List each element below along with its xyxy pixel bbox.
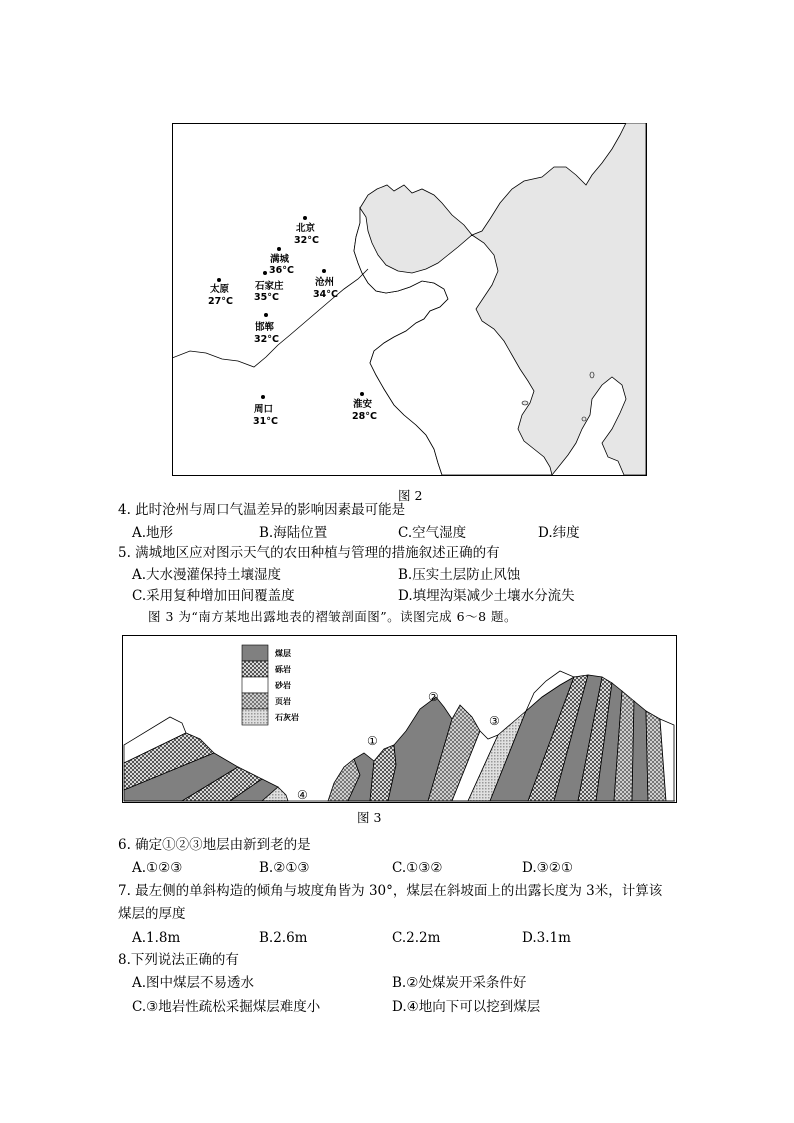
question-6-option-a: A.①②③ — [132, 860, 183, 876]
question-7-option-c: C.2.2m — [392, 930, 441, 946]
city-temp: 32°C — [294, 235, 319, 246]
question-8-option-a: A.图中煤层不易透水 — [132, 975, 255, 991]
question-5-option-c: C.采用复种增加田间覆盖度 — [132, 588, 295, 604]
city-name: 石家庄 — [255, 281, 284, 292]
legend-label: 石灰岩 — [275, 713, 299, 722]
legend-swatch-conglomerate — [242, 661, 268, 677]
figure3-intro: 图 3 为“南方某地出露地表的褶皱剖面图”。读图完成 6～8 题。 — [148, 609, 518, 624]
question-8-option-c: C.③地岩性疏松采掘煤层难度小 — [132, 999, 321, 1015]
legend-swatch-sandstone — [242, 677, 268, 693]
city-temp: 35°C — [254, 292, 279, 303]
legend-label: 砂岩 — [275, 681, 291, 690]
question-4-option-b: B.海陆位置 — [259, 525, 328, 541]
city-name: 北京 — [296, 223, 316, 234]
question-6-option-b: B.②①③ — [259, 860, 310, 876]
question-8-option-d: D.④地向下可以挖到煤层 — [392, 999, 541, 1015]
question-6-stem: 6. 确定①②③地层由新到老的是 — [118, 837, 311, 853]
legend-swatch-shale — [242, 693, 268, 709]
city-temp: 28°C — [352, 411, 377, 422]
legend-label: 砾岩 — [275, 665, 291, 674]
figure3-caption: 图 3 — [357, 810, 382, 825]
question-6-option-d: D.③②① — [522, 860, 573, 876]
city-name: 沧州 — [315, 277, 335, 288]
figure2-caption: 图 2 — [398, 488, 423, 503]
question-7-option-a: A.1.8m — [132, 930, 181, 946]
city-temp: 34°C — [313, 289, 338, 300]
marker-3: ③ — [489, 714, 500, 728]
question-5-option-a: A.大水漫灌保持土壤湿度 — [132, 567, 282, 583]
city-temp: 31°C — [253, 416, 278, 427]
city-name: 邯郸 — [255, 322, 275, 333]
city-temp: 32°C — [254, 334, 279, 345]
city-temp: 36°C — [269, 265, 294, 276]
legend-label: 页岩 — [275, 697, 291, 706]
question-8-option-b: B.②处煤炭开采条件好 — [392, 975, 527, 991]
question-5-option-d: D.填埋沟渠减少土壤水分流失 — [398, 588, 575, 604]
marker-1: ① — [367, 734, 378, 748]
question-7-option-d: D.3.1m — [522, 930, 571, 946]
question-4-option-c: C.空气湿度 — [398, 525, 467, 541]
question-4-option-a: A.地形 — [132, 525, 174, 541]
question-7-option-b: B.2.6m — [259, 930, 308, 946]
question-4-stem: 4. 此时沧州与周口气温差异的影响因素最可能是 — [118, 502, 406, 518]
figure3-fold-section — [122, 635, 677, 803]
city-name: 满城 — [270, 254, 290, 265]
question-7-stem-line1: 7. 最左侧的单斜构造的倾角与坡度角皆为 30°，煤层在斜坡面上的出露长度为 3米，计算该 — [118, 883, 663, 899]
legend-swatch-limestone — [242, 709, 268, 725]
figure2-map — [172, 123, 647, 476]
legend-label: 煤层 — [275, 649, 291, 658]
question-5-option-b: B.压实土层防止风蚀 — [398, 567, 521, 583]
marker-4: ④ — [297, 788, 308, 802]
question-6-option-c: C.①③② — [392, 860, 443, 876]
legend-swatch-coal — [242, 645, 268, 661]
question-4-option-d: D.纬度 — [538, 525, 580, 541]
question-8-stem: 8.下列说法正确的有 — [118, 952, 239, 968]
marker-2: ② — [428, 690, 439, 704]
city-temp: 27°C — [208, 296, 233, 307]
city-name: 太原 — [210, 284, 230, 295]
question-5-stem: 5. 满城地区应对图示天气的农田种植与管理的措施叙述正确的有 — [118, 545, 500, 561]
city-name: 周口 — [254, 404, 274, 415]
question-7-stem-line2: 煤层的厚度 — [118, 906, 186, 922]
city-name: 淮安 — [353, 399, 373, 410]
